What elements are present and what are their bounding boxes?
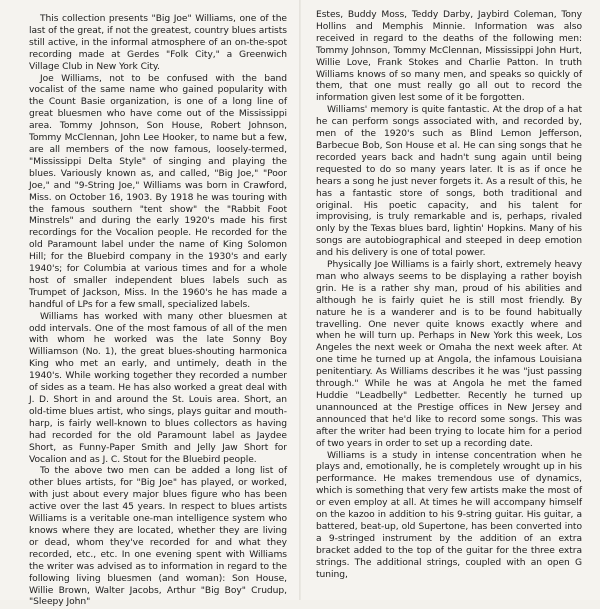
paragraph-blues-artists: To the above two men can be added a long list of other blues artists, for "Big Joe" has played, or worked, with just about every major blues figure who has been active over the last 45 years. In respect to blues artists Williams is a veritable one-man intelligence system who knows where they are located, whether they are living or dead, whom they've recorded for and what they recorded, etc., etc. In one evening spent with Williams the writer was advised as to information in regard to the following living bluesmen (and woman): Son House, Willie Brown, Walter Jacobs, Arthur "Big Boy" Crudup, "Sleepy John" [29, 466, 287, 608]
paragraph-intro: This collection presents "Big Joe" Williams, one of the last of the great, if not the greatest, country blues artists still active, in the informal atmosphere of an on-the-spot recording made at Gerdes "Folk City," a Greenwich Village Club in New York City. [29, 14, 287, 72]
paragraph-memory: Williams' memory is quite fantastic. At the drop of a hat he can perform songs associated with, and recorded by, men of the 1920's such as Blind Lemon Jefferson, Barbecue Bob, Son House et al. He can sing songs that he recorded years back and hadn't sung again until being requested to do so many years later. It is as if once he hears a song he just never forgets it. As a result of this, he has a fantastic store of songs, both traditional and original. His poetic capacity, and his talent for improvising, is truly remarkable and is, perhaps, rivaled only by the Texas blues bard, lightin' Hopkins. Many of his songs are autobiographical and steeped in deep emotion and his delivery is one of total power. [316, 105, 582, 259]
page-gutter [299, 0, 301, 600]
paragraph-continuation: Estes, Buddy Moss, Teddy Darby, Jaybird Coleman, Tony Hollins and Memphis Minnie. Information was also received in regard to the deaths of the following men: Tommy Johnson, Tommy McClennan, Mississippi John Hurt, Willie Love, Frank Stokes and Charlie Patton. In truth Williams knows of so many men, and speaks so quickly of them, that one must really go all out to record the information given lest some of it be forgotten. [316, 10, 582, 104]
left-column [29, 14, 287, 609]
paragraph-physical: Physically Joe Williams is a fairly short, extremely heavy man who always seems to be displaying a rather boyish grin. He is a rather shy man, proud of his abilities and although he is fairly quiet he is still most friendly. By nature he is a wanderer and is to be found habitually travelling. One never quite knows exactly where and when he will turn up. Perhaps in New York this week, Los Angeles the next week or Omaha the next week after. At one time he turned up at Angola, the infamous Louisiana penitentiary. As Williams describes it he was "just passing through." While he was at Angola he met the famed Huddie "Leadbelly" Ledbetter. Recently he turned up unannounced at the Prestige offices in New Jersey and announced that he'd like to record some songs. This was after the writer had been trying to locate him for a period of two years in order to set up a recording date. [316, 260, 582, 449]
paragraph-performance: Williams is a study in intense concentration when he plays and, emotionally, he is completely wrought up in his performance. He makes tremendous use of dynamics, which is something that very few artists make the most of or even employ at all. At times he will accompany himself on the kazoo in addition to his 9-string guitar. His guitar, a battered, beat-up, old Supertone, has been converted into a 9-stringed instrument by the addition of an extra bracket added to the top of the guitar for the three extra strings. The additional strings, coupled with an open G tuning, [316, 450, 582, 580]
right-column [316, 10, 582, 582]
paragraph-collaborators: Williams has worked with many other bluesmen at odd intervals. One of the most famous of all of the men with whom he worked was the late Sonny Boy Williamson (No. 1), the great blues-shouting harmonica King who met an early, and untimely, death in the 1940's. While working together they recorded a number of sides as a team. He has also worked a great deal with J. D. Short in and around the St. Louis area. Short, an old-time blues artist, who sings, plays guitar and mouth-harp, is fairly well-known to blues collectors as having had recorded for the old Paramount label as Jaydee Short, as Funny-Paper Smith and Jelly Jaw Short for Vocalion and as J. C. Stout for the Bluebird people. [29, 311, 287, 465]
paragraph-biography: Joe Williams, not to be confused with the band vocalist of the same name who gained popularity with the Count Basie organization, is one of a long line of great bluesmen who have come out of the Mississippi area. Tommy Johnson, Son House, Robert Johnson, Tommy McClennan, John Lee Hooker, to name but a few, are all members of the now famous, loosely-termed, "Mississippi Delta Style" of singing and playing the blues. Variously known as, and called, "Big Joe," "Poor Joe," and "9-String Joe," Williams was born in Crawford, Miss. on October 16, 1903. By 1918 he was touring with the famous southern "tent show" the "Rabbit Foot Minstrels" and during the early 1920's made his first recordings for the Vocalion people. He recorded for the old Paramount label under the name of King Solomon Hill; for the Bluebird company in the 1930's and early 1940's; for Columbia at various times and for a whole host of smaller independent blues labels such as Trumpet of Jackson, Miss. In the 1960's he has made a handful of LPs for a few small, specialized labels. [29, 73, 287, 310]
